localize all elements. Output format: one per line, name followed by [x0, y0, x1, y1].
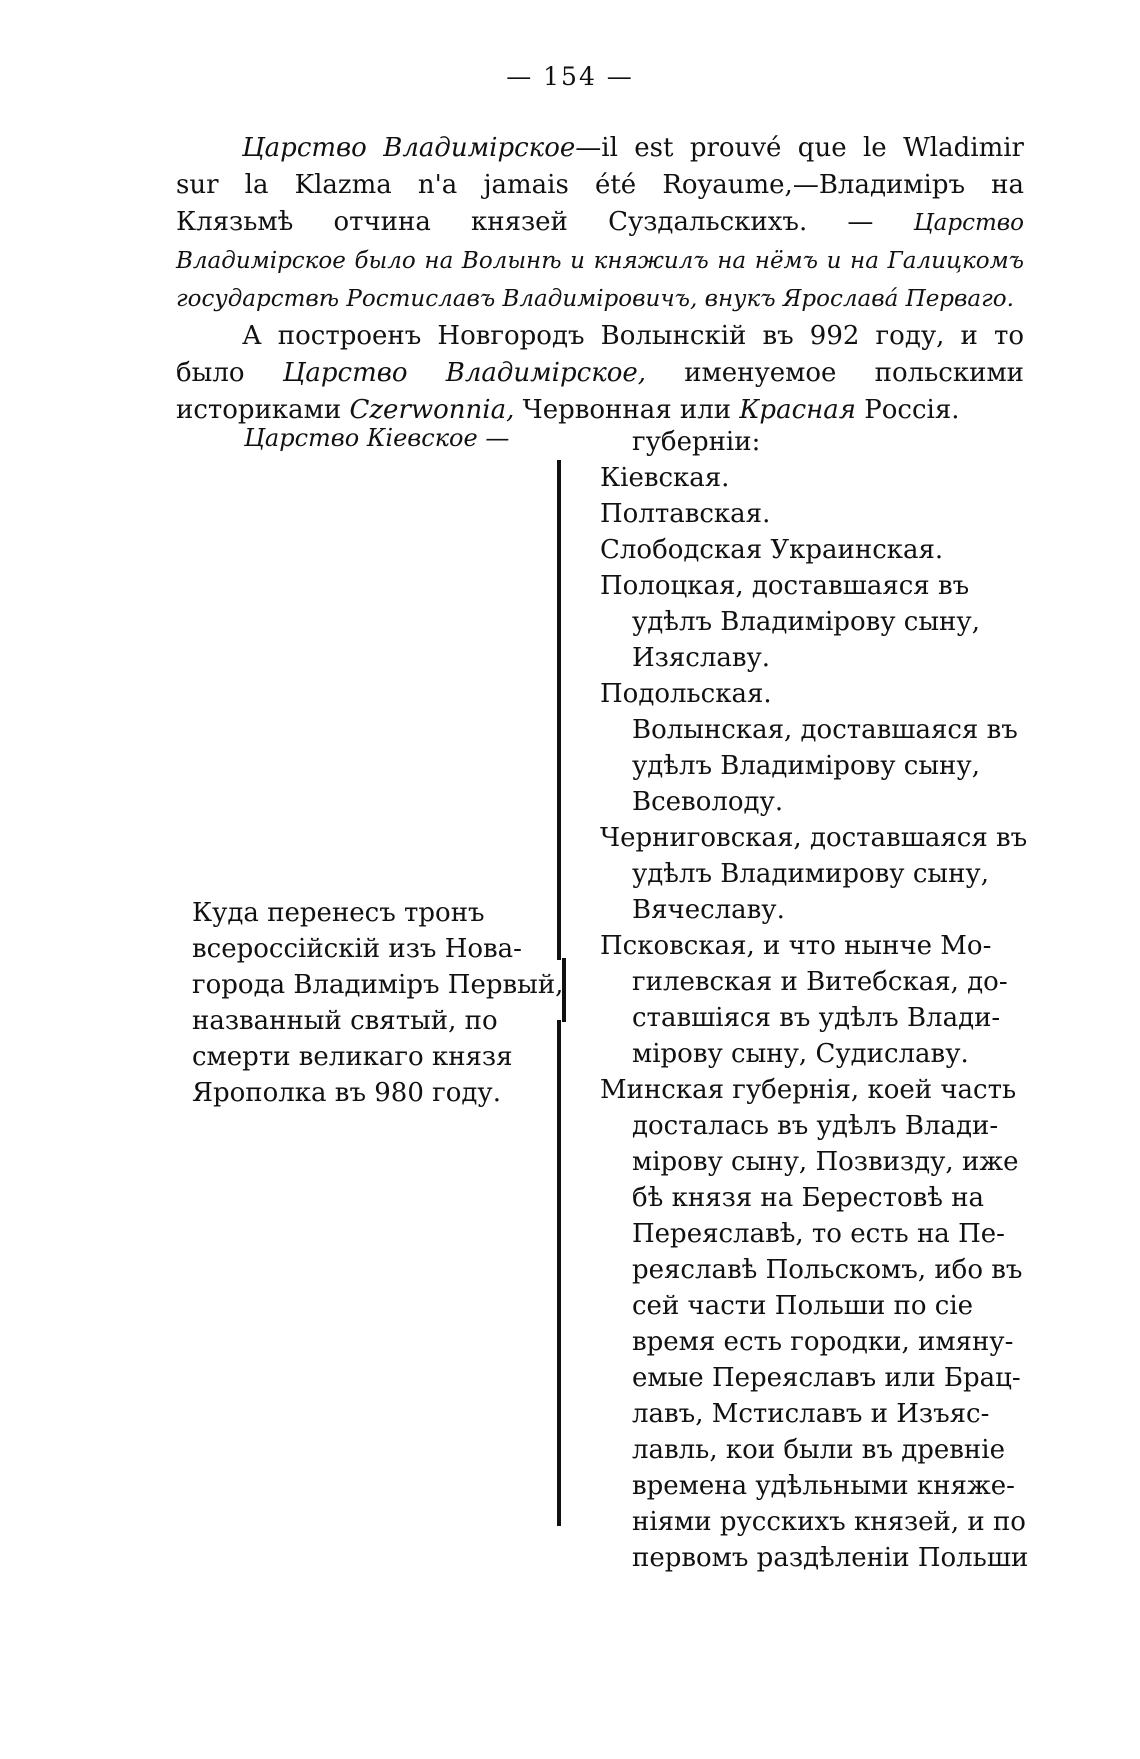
province-entry-line: Переяславѣ, то есть на Пе- [632, 1219, 1005, 1249]
brace-upper-bar [557, 460, 561, 960]
province-entry-line: гилевская и Витебская, до- [632, 967, 1008, 997]
province-entry-line: мірову сыну, Позвизду, иже [632, 1147, 1019, 1177]
province-entry-line: досталась въ удѣлъ Влади- [632, 1111, 999, 1141]
italic-title: Царство Владимірское [242, 133, 576, 163]
italic-term: Красная [739, 395, 856, 425]
left-column-heading: Царство Кіевское — [244, 424, 510, 452]
intro-text-run: А построенъ Новгородъ Волынскій въ 992 году, и то было [176, 321, 1024, 388]
province-entry-line: Слободская Украинская. [600, 535, 944, 565]
province-entry-line: Изяславу. [632, 643, 771, 673]
province-entry-line: удѣлъ Владимирову сыну, [632, 859, 989, 889]
province-entry-line: Черниговская, доставшаяся въ [600, 823, 1028, 853]
province-entry-line: времена удѣльными княже- [632, 1471, 1015, 1501]
province-entry-line: Минская губернія, коей часть [600, 1075, 1017, 1105]
brace-lower-bar [557, 1020, 561, 1526]
province-entry [600, 928, 1030, 1072]
note-line: названный святый, по [192, 1006, 498, 1036]
province-entry [600, 676, 1030, 712]
province-entry [600, 568, 1030, 676]
curly-brace [548, 460, 572, 1526]
intro-paragraph-1 [176, 130, 1024, 318]
province-entry-line: Полтавская. [600, 499, 771, 529]
province-entry-line: ніями русскихъ князей, и по [632, 1507, 1026, 1537]
note-line: города Владиміръ Первый, [192, 970, 564, 1000]
province-entry-line: лавль, кои были въ древніе [632, 1435, 1005, 1465]
intro-text-run: именуемое польскими историками [176, 358, 1024, 425]
italic-term: Царство Владимірское, [282, 358, 647, 388]
province-entry-line: мірову сыну, Судиславу. [632, 1039, 969, 1069]
province-entry-line: Волынская, доставшаяся въ [632, 715, 1018, 745]
intro-text-run: Червонная или [514, 395, 740, 425]
province-entry-line: первомъ раздѣленіи Польши [632, 1543, 1029, 1573]
note-line: всероссійскій изъ Нова- [192, 934, 522, 964]
province-entry-line: Псковская, и что нынче Мо- [600, 931, 992, 961]
province-entry [600, 496, 1030, 532]
page-number: — 154 — [506, 62, 634, 91]
province-entry-line: Полоцкая, доставшаяся въ [600, 571, 970, 601]
note-line: смерти великаго князя [192, 1042, 513, 1072]
province-entry [600, 820, 1030, 928]
intro-text [176, 130, 1024, 429]
note-line: Куда перенесъ тронъ [192, 898, 485, 928]
brace-tip [550, 958, 566, 1022]
province-entry-line: удѣлъ Владимірову сыну, [632, 751, 980, 781]
province-entry-line: Подольская. [600, 679, 772, 709]
province-entry-line: Кіевская. [600, 463, 730, 493]
province-entry-line: удѣлъ Владимірову сыну, [632, 607, 980, 637]
right-column [600, 424, 1030, 1576]
province-entry [600, 712, 1030, 820]
intro-text-run: Россія. [855, 395, 960, 425]
italic-passage: Царство Владимірское было на Волынѣ и княжилъ на нёмъ и на Галицкомъ государствѣ Ростиславъ Владиміровичъ, внукъ Ярославá Перваго. [176, 210, 1024, 312]
province-entry [600, 460, 1030, 496]
province-entry [600, 532, 1030, 568]
province-entry-line: время есть городки, имяну- [632, 1327, 1014, 1357]
intro-paragraph-2 [176, 318, 1024, 429]
province-entry [600, 1072, 1030, 1576]
right-column-heading: губерніи: [632, 427, 761, 457]
province-entry-line: реяславѣ Польскомъ, ибо въ [632, 1255, 1023, 1285]
province-entry-line: бѣ князя на Берестовѣ на [632, 1183, 985, 1213]
province-list [600, 460, 1030, 1576]
province-entry-line: ставшіяся въ удѣлъ Влади- [632, 1003, 1001, 1033]
province-entry-line: сей части Польши по сіе [632, 1291, 974, 1321]
italic-term: Czerwonnia, [349, 395, 515, 425]
province-entry-line: емые Переяславъ или Брац- [632, 1363, 1021, 1393]
province-entry-line: Всеволоду. [632, 787, 784, 817]
left-column-note [192, 895, 564, 1111]
province-entry-line: лавъ, Мстиславъ и Изъяс- [632, 1399, 990, 1429]
intro-text-run: —il est prouvé que le Wladimir sur la Klazma n'a jamais été Royaume,—Владиміръ на Клязьмѣ отчина князей Суздальскихъ. — [176, 133, 1024, 237]
note-line: Ярополка въ 980 году. [192, 1078, 501, 1108]
province-entry-line: Вячеславу. [632, 895, 785, 925]
